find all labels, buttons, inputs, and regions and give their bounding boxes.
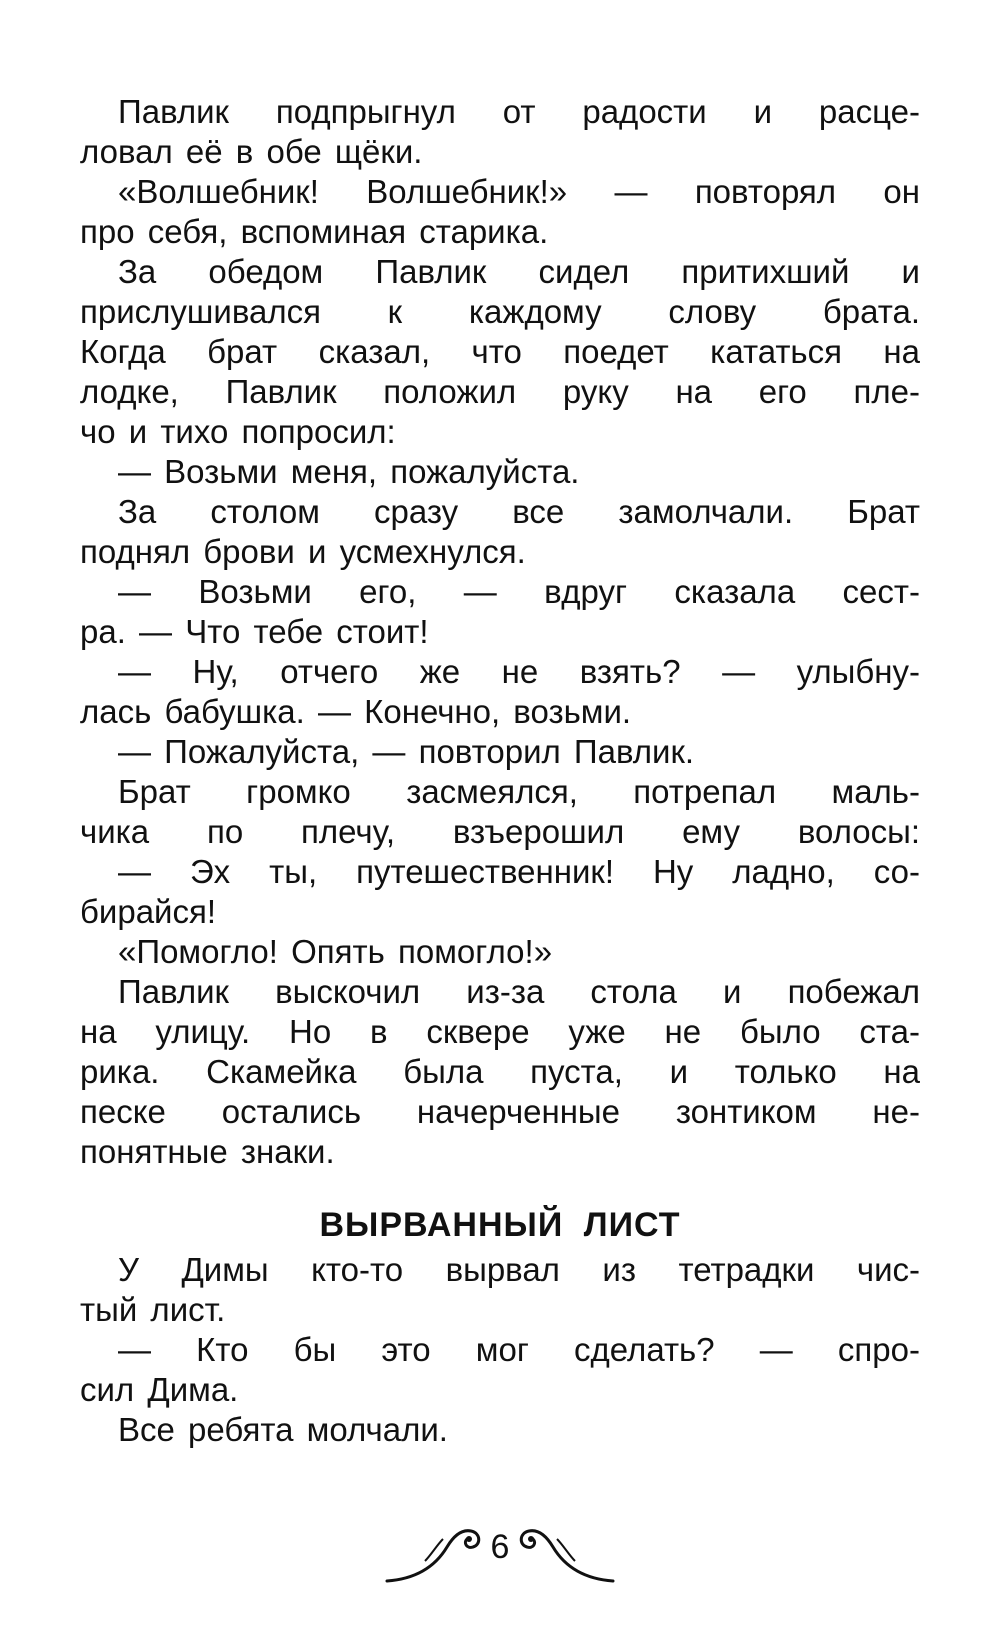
text-line: чо и тихо попросил:	[80, 413, 396, 450]
text-line: Павлик выскочил из-за стола и побежал	[118, 973, 920, 1010]
text-line: — Пожалуйста, — повторил Павлик.	[118, 733, 695, 770]
text-line: Все ребята молчали.	[118, 1411, 448, 1448]
text-line: сил Дима.	[80, 1371, 239, 1408]
text-line: понятные знаки.	[80, 1133, 335, 1170]
chapter-title: ВЫРВАННЫЙ ЛИСТ	[319, 1206, 681, 1244]
text-line: прислушивался к каждому слову брата.	[80, 293, 920, 330]
text-line: За обедом Павлик сидел притихший и	[118, 253, 920, 290]
text-line: на улицу. Но в сквере уже не было ста-	[80, 1013, 920, 1050]
swirl-ornament-right-icon	[515, 1515, 615, 1585]
text-line: поднял брови и усмехнулся.	[80, 533, 526, 570]
text-line: Павлик подпрыгнул от радости и расце-	[118, 93, 920, 130]
text-line: За столом сразу все замолчали. Брат	[118, 493, 920, 530]
text-line: — Кто бы это мог сделать? — спро-	[118, 1331, 920, 1368]
text-line: Брат громко засмеялся, потрепал маль-	[118, 773, 920, 810]
text-line: У Димы кто-то вырвал из тетрадки чис-	[118, 1251, 920, 1288]
swirl-ornament-left-icon	[385, 1515, 485, 1585]
text-line: — Ну, отчего же не взять? — улыбну-	[118, 653, 920, 690]
text-line: — Эх ты, путешественник! Ну ладно, со-	[118, 853, 920, 890]
text-line: бирайся!	[80, 893, 217, 930]
text-block-1	[80, 92, 920, 1172]
text-line: лодке, Павлик положил руку на его пле-	[80, 373, 920, 410]
page-footer	[0, 1515, 1000, 1585]
text-line: — Возьми его, — вдруг сказала сест-	[118, 573, 920, 610]
text-line: «Помогло! Опять помогло!»	[118, 933, 553, 970]
text-line: рика. Скамейка была пуста, и только на	[80, 1053, 920, 1090]
text-block-2	[80, 1250, 920, 1450]
text-line: «Волшебник! Волшебник!» — повторял он	[118, 173, 920, 210]
page-number: 6	[490, 1528, 510, 1566]
text-line: чика по плечу, взъерошил ему волосы:	[80, 813, 920, 850]
text-line: лась бабушка. — Конечно, возьми.	[80, 693, 632, 730]
text-line: песке остались начерченные зонтиком не-	[80, 1093, 920, 1130]
text-line: — Возьми меня, пожалуйста.	[118, 453, 580, 490]
text-line: Когда брат сказал, что поедет кататься на	[80, 333, 920, 370]
text-line: ра. — Что тебе стоит!	[80, 613, 429, 650]
text-line: ловал её в обе щёки.	[80, 133, 423, 170]
text-line: тый лист.	[80, 1291, 226, 1328]
text-line: про себя, вспоминая старика.	[80, 213, 549, 250]
